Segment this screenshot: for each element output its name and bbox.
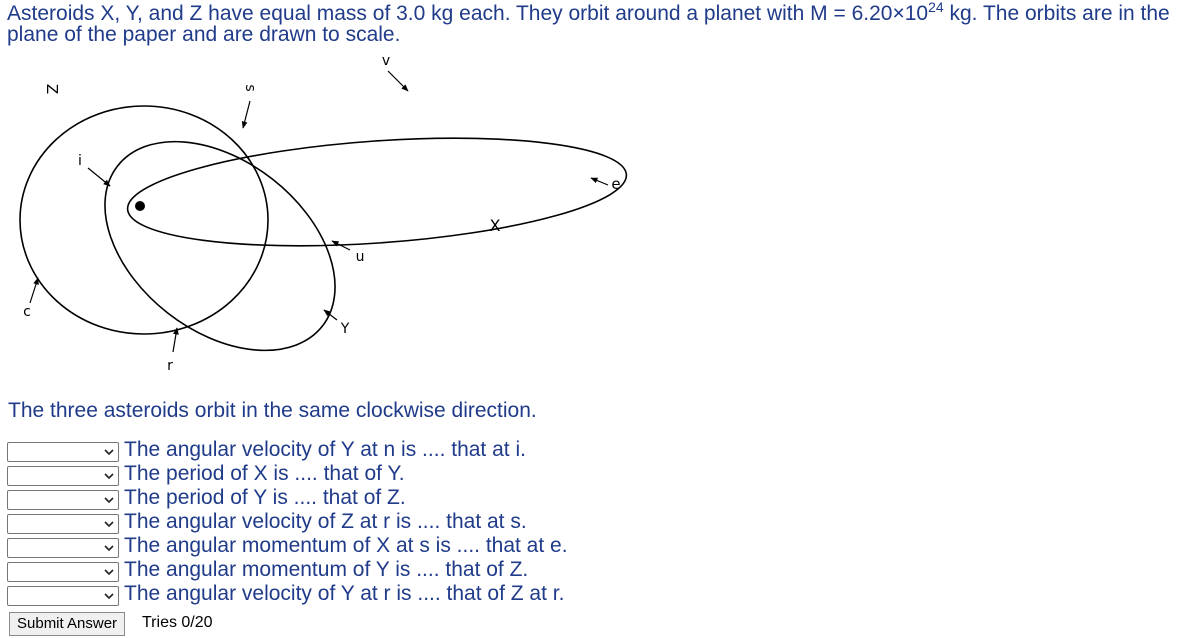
mass-exponent: 24 [928,0,944,15]
label-x: X [489,216,501,235]
question-statement: The angular velocity of Y at r is .... that of Z at r. [124,582,565,605]
label-n: n [355,249,365,265]
arrow-c [30,278,38,303]
label-z: Z [43,83,61,95]
answer-select[interactable] [7,562,119,582]
chevron-down-icon [103,493,115,507]
question-statement: The period of Y is .... that of Z. [124,486,406,509]
answer-select[interactable] [7,466,119,486]
orbit-diagram-svg [0,48,660,388]
answer-select[interactable] [7,514,119,534]
arrow-r [173,328,177,352]
label-e: e [611,175,621,193]
arrow-i [88,168,110,186]
answer-select[interactable] [7,586,119,606]
answer-select[interactable] [7,442,119,462]
chevron-down-icon [103,589,115,603]
question-statement: The angular momentum of X at s is .... that at e. [124,534,568,557]
direction-statement: The three asteroids orbit in the same clockwise direction. [8,399,537,422]
problem-statement [7,0,1195,46]
chevron-down-icon [103,469,115,483]
question-statement: The period of X is .... that of Y. [124,462,405,485]
problem-text-before: Asteroids X, Y, and Z have equal mass of 3.0 kg each. They orbit around a planet with M = 6.20×10 [7,2,929,25]
chevron-down-icon [103,541,115,555]
planet [135,201,145,211]
arrow-s [243,101,250,128]
label-s: s [242,84,258,92]
question-statement: The angular momentum of Y is .... that of Z. [124,558,529,581]
label-c: c [23,304,31,320]
chevron-down-icon [103,565,115,579]
tries-counter: Tries 0/20 [142,614,213,631]
problem-text-after: kg. The orbits are in the plane of the paper and are drawn to scale. [7,2,1170,46]
submit-answer-button[interactable]: Submit Answer [9,612,125,636]
label-i: i [78,153,82,169]
arrow-e [591,178,608,185]
arrow-v [388,71,408,91]
chevron-down-icon [103,445,115,459]
answer-select[interactable] [7,538,119,558]
orbit-y [65,99,375,388]
question-statement: The angular velocity of Y at n is .... that at i. [124,438,526,461]
label-v: v [381,53,391,69]
label-y: Y [340,321,350,337]
chevron-down-icon [103,517,115,531]
answer-select[interactable] [7,490,119,510]
orbit-z [20,106,268,334]
label-r: r [167,358,173,374]
question-statement: The angular velocity of Z at r is .... that at s. [124,510,527,533]
orbit-diagram [0,48,660,388]
